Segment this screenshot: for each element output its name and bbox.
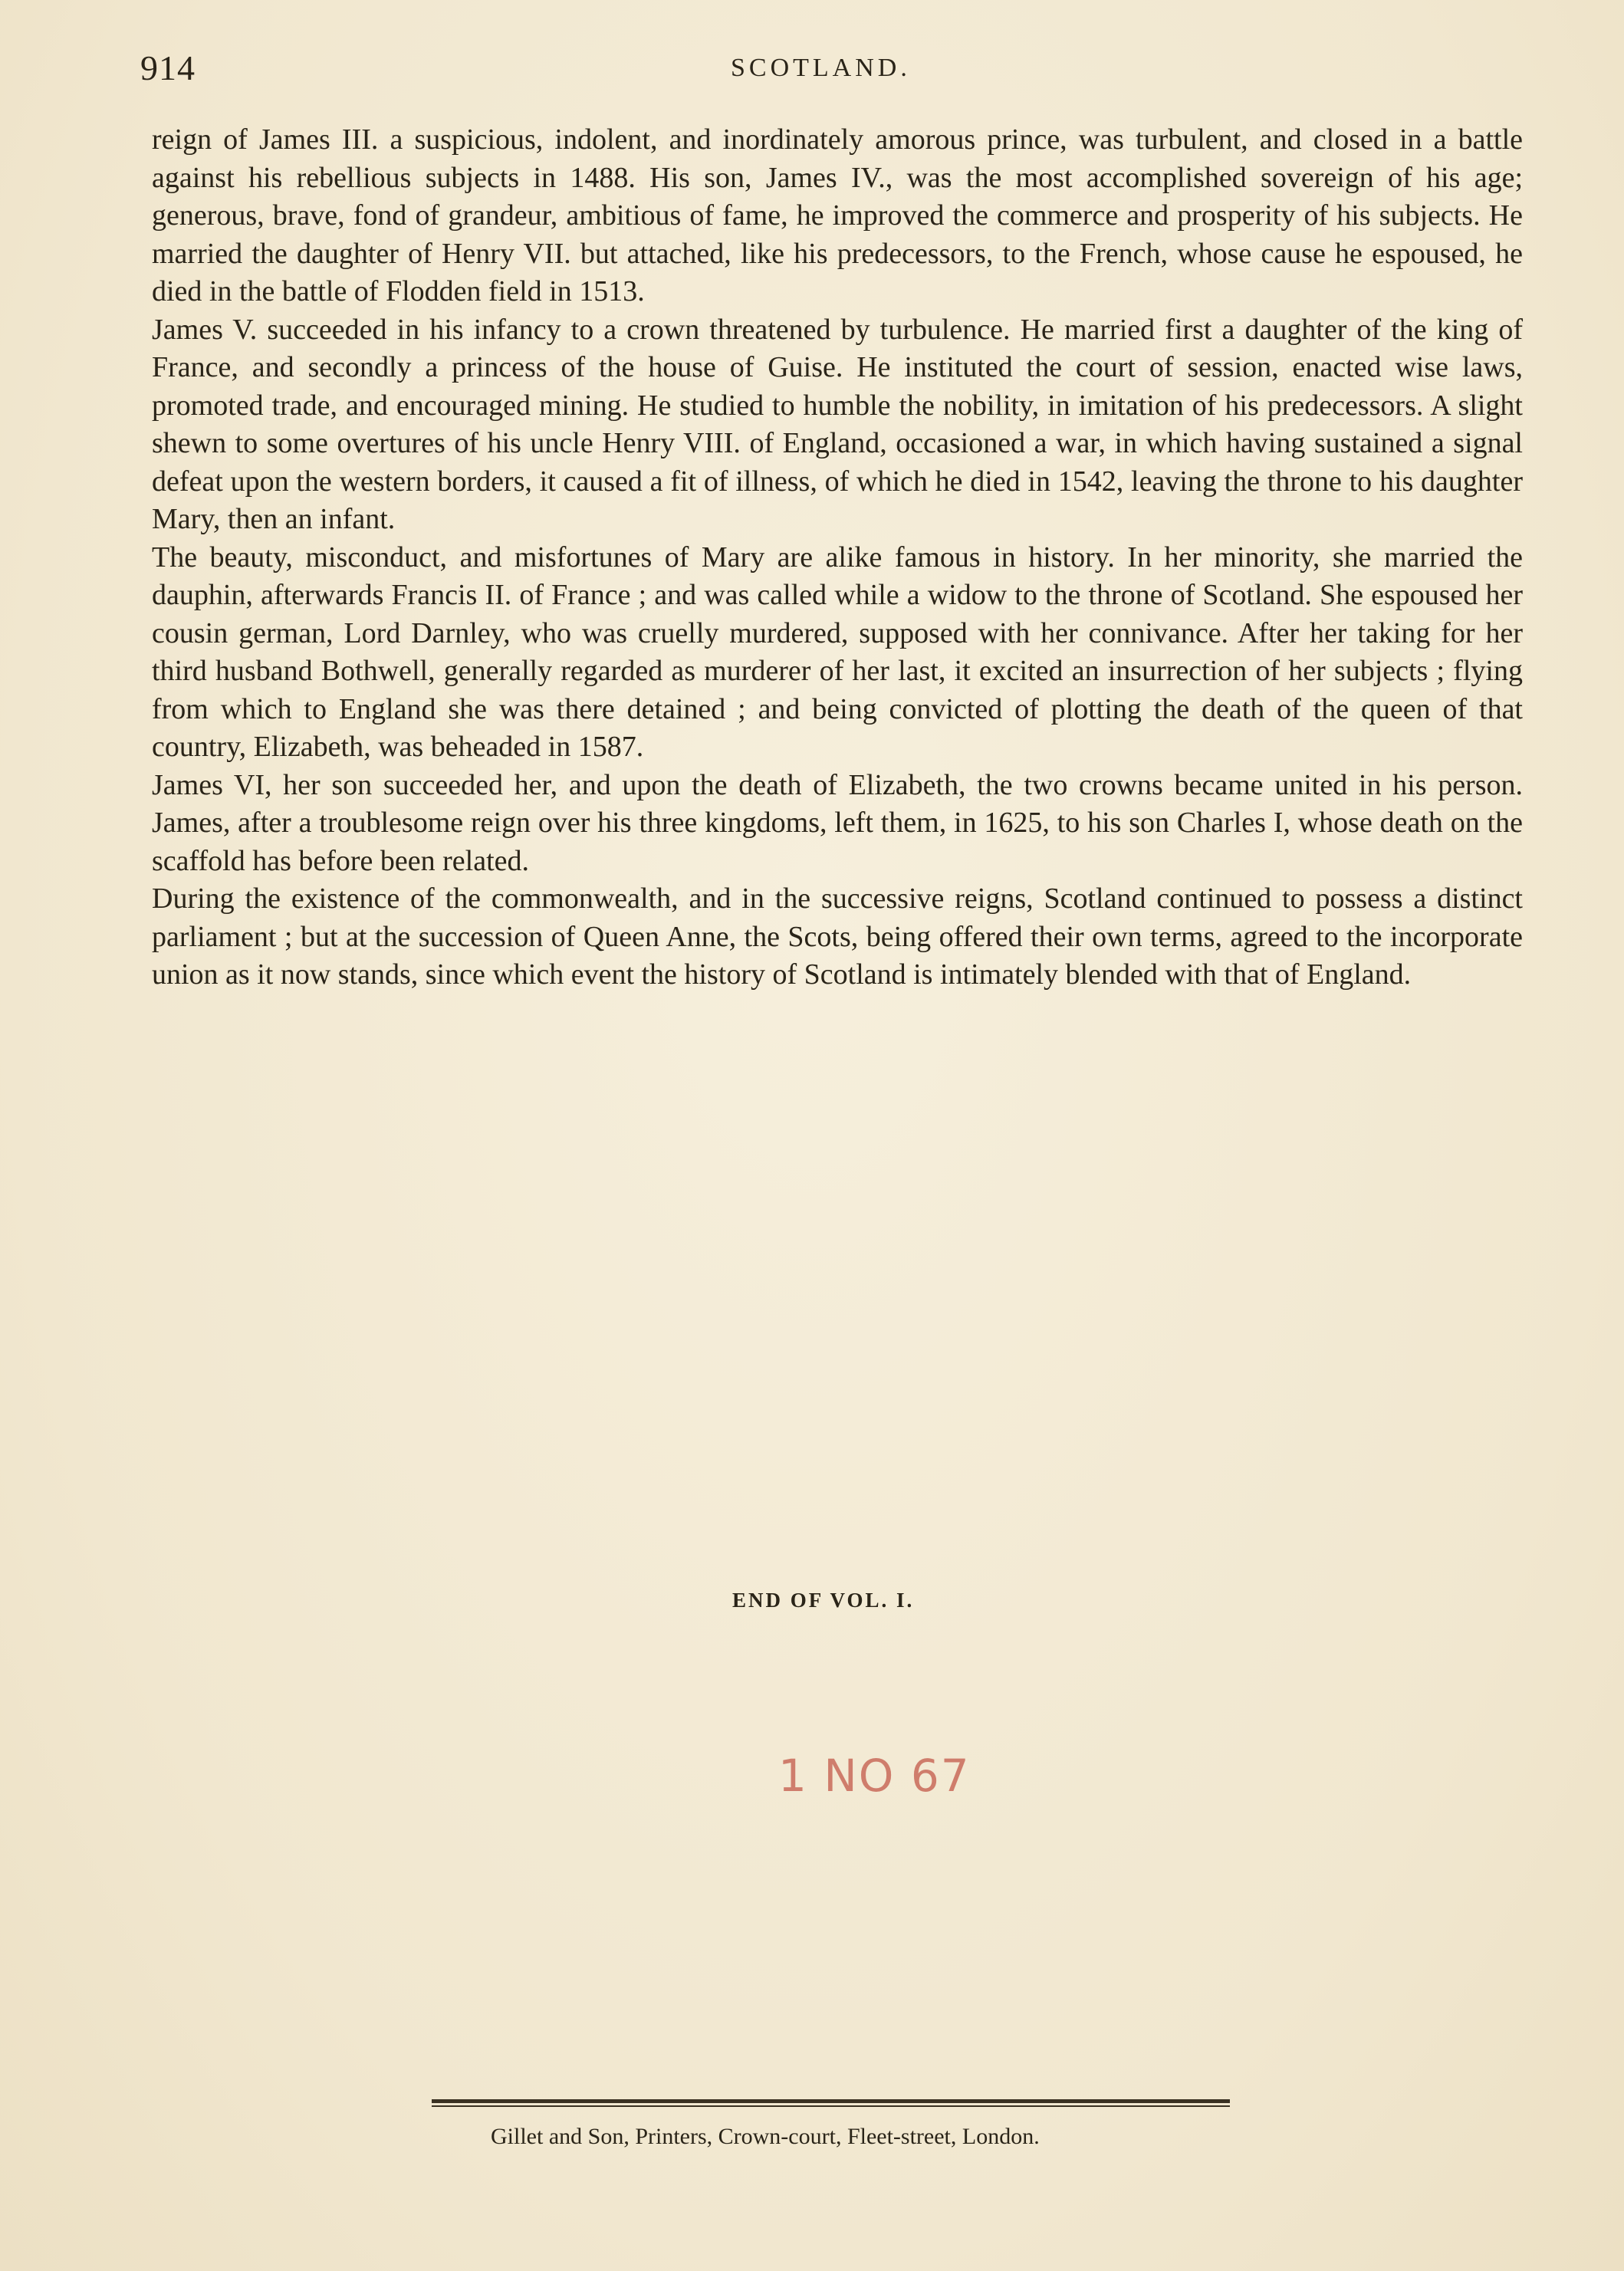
body-text	[152, 121, 1523, 994]
paragraph-james-v: James V. succeeded in his infancy to a crown threatened by turbulence. He married first a daughter of the king of France, and secondly a princess of the house of Guise. He instituted the court of session, enacted wise laws, promoted trade, and encouraged mining. He studied to humble the nobility, in imitation of his predecessors. A slight shewn to some overtures of his uncle Henry VIII. of England, occasioned a war, in which having sustained a signal defeat upon the western borders, it caused a fit of illness, of which he died in 1542, leaving the throne to his daughter Mary, then an infant.	[152, 313, 1523, 535]
page-number: 914	[140, 48, 196, 87]
end-of-volume-note: END OF VOL. I.	[732, 1589, 915, 1612]
running-title: SCOTLAND.	[731, 54, 911, 82]
paragraph-james-iii-iv: reign of James III. a suspicious, indolent, and inordinately amorous prince, was turbulent, and closed in a battle against his rebellious subjects in 1488. His son, James IV., was the most accomplished sovereign of his age; generous, brave, fond of grandeur, ambitious of fame, he improved the commerce and prosperity of his subjects. He married the daughter of Henry VII. but attached, like his predecessors, to the French, whose cause he espoused, he died in the battle of Flodden field in 1513.	[152, 123, 1523, 307]
page-header	[140, 48, 1520, 94]
paragraph-james-vi: James VI, her son succeeded her, and upon the death of Elizabeth, the two crowns became united in his person. James, after a troublesome reign over his three kingdoms, left them, in 1625, to his son Charles I, whose death on the scaffold has before been related.	[152, 768, 1523, 877]
imprint-rule-thick	[432, 2099, 1230, 2103]
library-stamp: 1 NO 67	[778, 1750, 971, 1802]
paragraph-mary: The beauty, misconduct, and misfortunes of Mary are alike famous in history. In her minority, she married the dauphin, afterwards Francis II. of France ; and was called while a widow to the throne of Scotland. She espoused her cousin german, Lord Darnley, who was cruelly murdered, supposed with her connivance. After her taking for her third husband Bothwell, generally regarded as murderer of her last, it excited an insurrection of her subjects ; flying from which to England she was there detained ; and being convicted of plotting the death of the queen of that country, Elizabeth, was beheaded in 1587.	[152, 541, 1523, 763]
paragraph-union: During the existence of the commonwealth, and in the successive reigns, Scotland continued to possess a distinct parliament ; but at the succession of Queen Anne, the Scots, being offered their own terms, agreed to the incorporate union as it now stands, since which event the history of Scotland is intimately blended with that of England.	[152, 882, 1523, 991]
printer-imprint: Gillet and Son, Printers, Crown-court, Fleet-street, London.	[491, 2124, 1040, 2149]
imprint-rule-thin	[432, 2105, 1230, 2107]
